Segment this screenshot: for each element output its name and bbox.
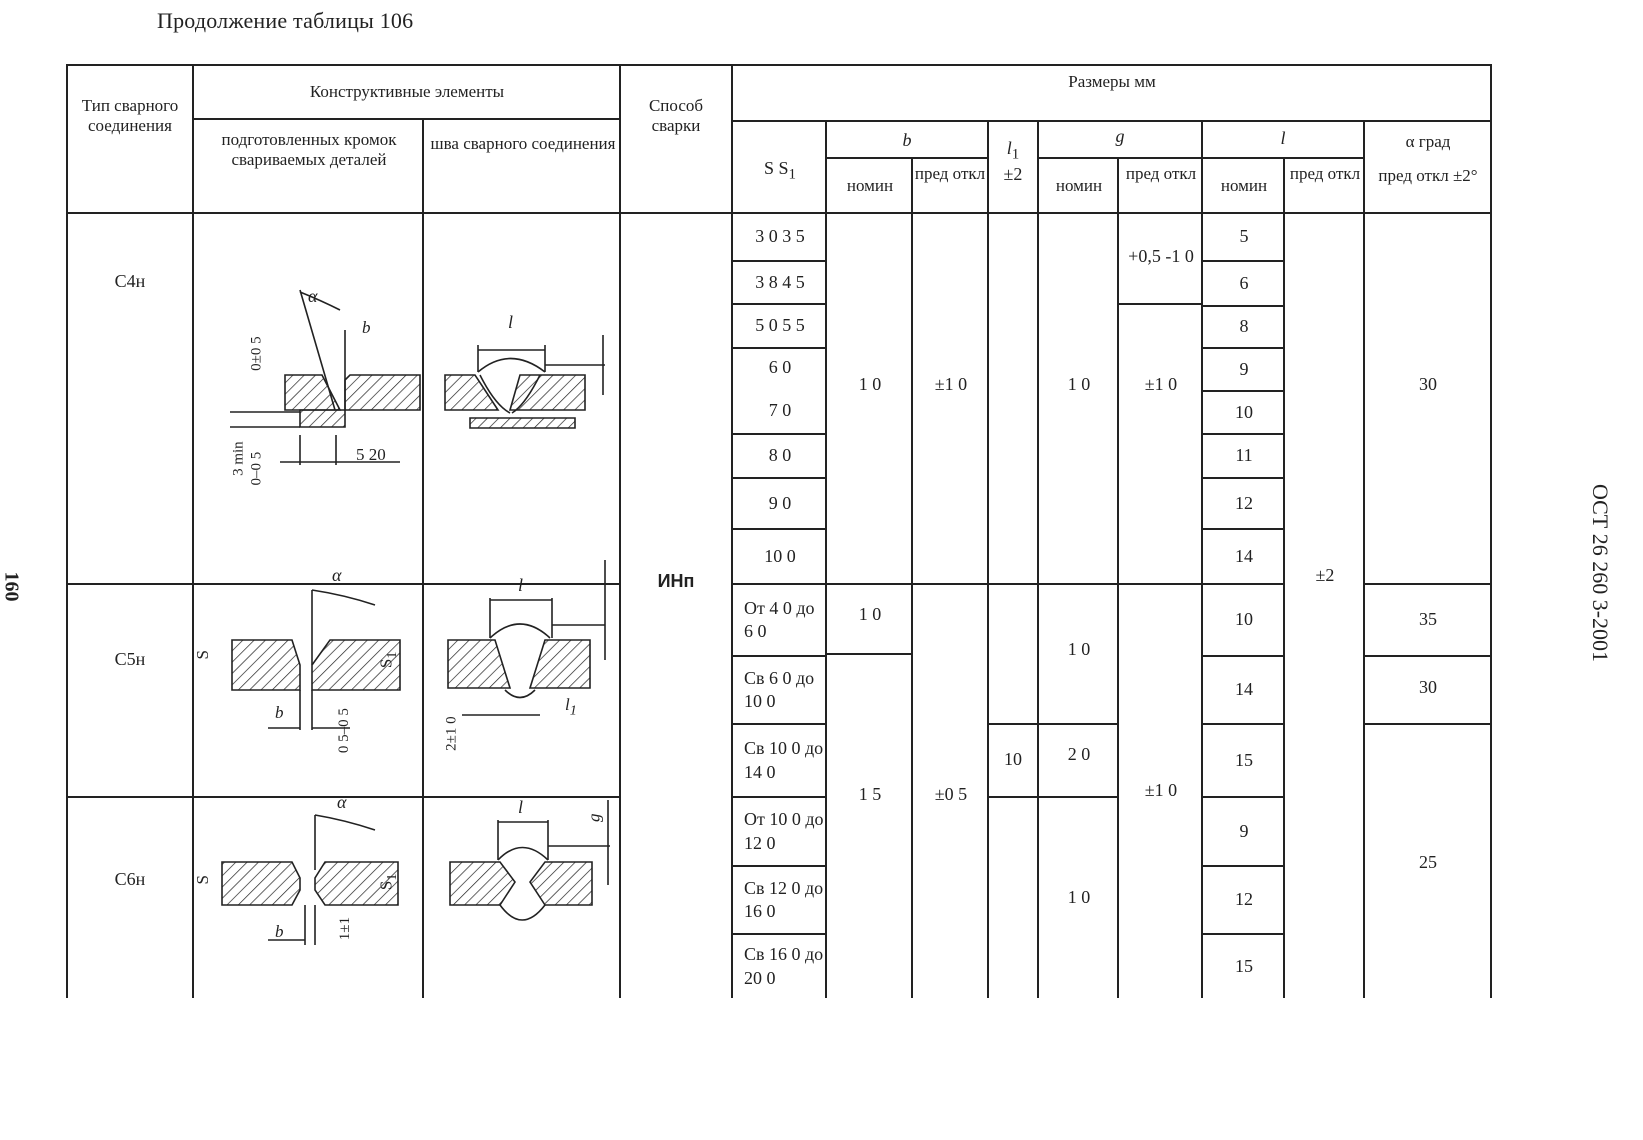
c5-s-label: S xyxy=(192,650,212,660)
c6-b-label: b xyxy=(275,922,284,941)
s-value: Св 16 0 до 20 0 xyxy=(744,944,824,988)
c4-dim-label: 0±0 5 xyxy=(248,336,265,371)
l-value: 15 xyxy=(1235,955,1253,976)
c5-l1-text: l xyxy=(565,695,570,714)
c5-s1-sub: 1 xyxy=(383,651,400,659)
g-nom-value: 2 0 xyxy=(1067,744,1091,765)
l-value: 14 xyxy=(1235,545,1253,566)
header-b: b xyxy=(902,130,912,150)
c5-weld-sketch xyxy=(448,560,605,715)
alpha-value: 35 xyxy=(1419,609,1437,630)
l-value: 12 xyxy=(1235,889,1253,910)
c4-l-label: l xyxy=(508,312,514,332)
header-b-nom: номин xyxy=(846,176,894,195)
type-c5: С5н xyxy=(114,649,146,670)
b-nom-value: 1 0 xyxy=(858,604,882,625)
header-l1-sub: 1 xyxy=(1011,146,1020,163)
header-l-dev: пред откл xyxy=(1289,164,1361,183)
l-value: 10 xyxy=(1235,401,1253,422)
c5-l-label: l xyxy=(518,575,524,595)
g-dev-value: ±1 0 xyxy=(1144,374,1178,395)
c5-b-label: b xyxy=(275,703,284,722)
g-dev-value: ±1 0 xyxy=(1144,780,1178,801)
c5-s1-text: S xyxy=(376,658,396,669)
standard-code: ОСТ 26 260 3-2001 xyxy=(1588,483,1613,663)
header-edges: подготовленных кромок свариваемых деталей xyxy=(221,130,397,169)
s-value: 6 0 xyxy=(768,357,792,378)
l-dev-value: ±2 xyxy=(1315,565,1335,586)
header-dims: Размеры мм xyxy=(1068,72,1156,91)
c6-l-label: l xyxy=(518,797,524,817)
c5-s1-label xyxy=(376,652,400,669)
header-alpha: α град xyxy=(1405,132,1451,151)
c4-b-label: b xyxy=(362,318,371,337)
header-weld: шва сварного соединения xyxy=(430,134,616,153)
table-caption: Продолжение таблицы 106 xyxy=(157,8,414,33)
c4-edge-sketch xyxy=(230,290,420,465)
header-l: l xyxy=(1280,128,1286,148)
s-value: Св 6 0 до 10 0 xyxy=(744,667,815,711)
s-value: Св 12 0 до 16 0 xyxy=(744,877,824,921)
l-value: 10 xyxy=(1235,609,1253,630)
s-value: 9 0 xyxy=(768,492,792,513)
header-g-nom: номин xyxy=(1055,176,1103,195)
header-g: g xyxy=(1115,126,1125,146)
header-g-dev: пред откл xyxy=(1125,164,1197,183)
g-nom-value: 1 0 xyxy=(1067,639,1091,660)
c6-alpha-label: α xyxy=(337,792,347,812)
g-nom-value: 1 0 xyxy=(1067,374,1091,395)
s-value: Св 10 0 до 14 0 xyxy=(744,738,824,782)
header-l-nom: номин xyxy=(1220,176,1268,195)
header-type: Тип сварного соединения xyxy=(81,96,179,135)
c4-dim-label: 3 min xyxy=(230,441,247,476)
header-l1-text: l xyxy=(1006,138,1012,158)
header-alpha-dev: пред откл ±2° xyxy=(1378,166,1478,185)
method-value: ИНп xyxy=(657,571,695,592)
b-dev-value: ±1 0 xyxy=(934,374,968,395)
c6-s1-label xyxy=(376,874,400,891)
type-c4: С4н xyxy=(114,271,146,292)
header-elements: Конструктивные элементы xyxy=(309,82,505,101)
b-dev-value: ±0 5 xyxy=(934,784,968,805)
l-value: 9 xyxy=(1239,820,1249,841)
header-l1-tol: ±2 xyxy=(1003,163,1023,184)
s-value: 8 0 xyxy=(768,445,792,466)
header-method: Способ сварки xyxy=(648,96,704,135)
c4-alpha-label: α xyxy=(308,286,318,306)
l1-value: 10 xyxy=(1004,749,1022,770)
b-nom-value: 1 0 xyxy=(858,374,882,395)
b-nom-value: 1 5 xyxy=(858,784,882,805)
c4-dim-label: 5 20 xyxy=(356,445,386,464)
l-value: 15 xyxy=(1235,749,1253,770)
c5-l1-sub: 1 xyxy=(569,702,577,719)
g-dev-value: +0,5 -1 0 xyxy=(1128,246,1194,267)
l-value: 9 xyxy=(1239,358,1249,379)
alpha-value: 30 xyxy=(1419,677,1437,698)
c4-dim-label: 0–0 5 xyxy=(248,451,265,486)
s-value: 3 0 3 5 xyxy=(755,226,805,247)
l-value: 14 xyxy=(1235,679,1253,700)
l-value: 11 xyxy=(1235,445,1253,466)
alpha-value: 30 xyxy=(1419,374,1437,395)
s-value: 10 0 xyxy=(764,545,796,566)
type-c6: С6н xyxy=(114,869,146,890)
c5-dim-label: 0 5–0 5 xyxy=(335,708,352,754)
c6-s1-sub: 1 xyxy=(383,873,400,881)
s-value: 5 0 5 5 xyxy=(755,315,805,336)
c6-edge-sketch xyxy=(222,815,398,945)
c4-weld-sketch xyxy=(445,335,605,428)
s-value: От 10 0 до 12 0 xyxy=(744,809,824,853)
c6-dim-label: 1±1 xyxy=(336,917,353,941)
c5-edge-sketch xyxy=(232,590,400,730)
c6-s1-text: S xyxy=(376,880,396,891)
page-number: 160 xyxy=(0,571,23,602)
g-nom-value: 1 0 xyxy=(1067,887,1091,908)
alpha-value: 25 xyxy=(1419,852,1437,873)
l-value: 12 xyxy=(1235,492,1253,513)
c5-dim-label: 2±1 0 xyxy=(443,716,460,751)
l-value: 6 xyxy=(1239,272,1249,293)
l-value: 8 xyxy=(1239,316,1249,337)
c5-l1-label xyxy=(565,695,577,719)
header-s-text: S S xyxy=(763,158,789,178)
c5-alpha-label: α xyxy=(332,565,342,585)
c6-g-label: g xyxy=(584,813,604,823)
header-b-dev: пред откл xyxy=(914,164,986,183)
s-value: 3 8 4 5 xyxy=(755,271,805,292)
s-value: 7 0 xyxy=(768,400,792,421)
c6-s-label: S xyxy=(192,875,212,885)
s-value: От 4 0 до 6 0 xyxy=(744,597,815,641)
l-value: 5 xyxy=(1239,226,1249,247)
header-s-sub: 1 xyxy=(788,166,797,183)
